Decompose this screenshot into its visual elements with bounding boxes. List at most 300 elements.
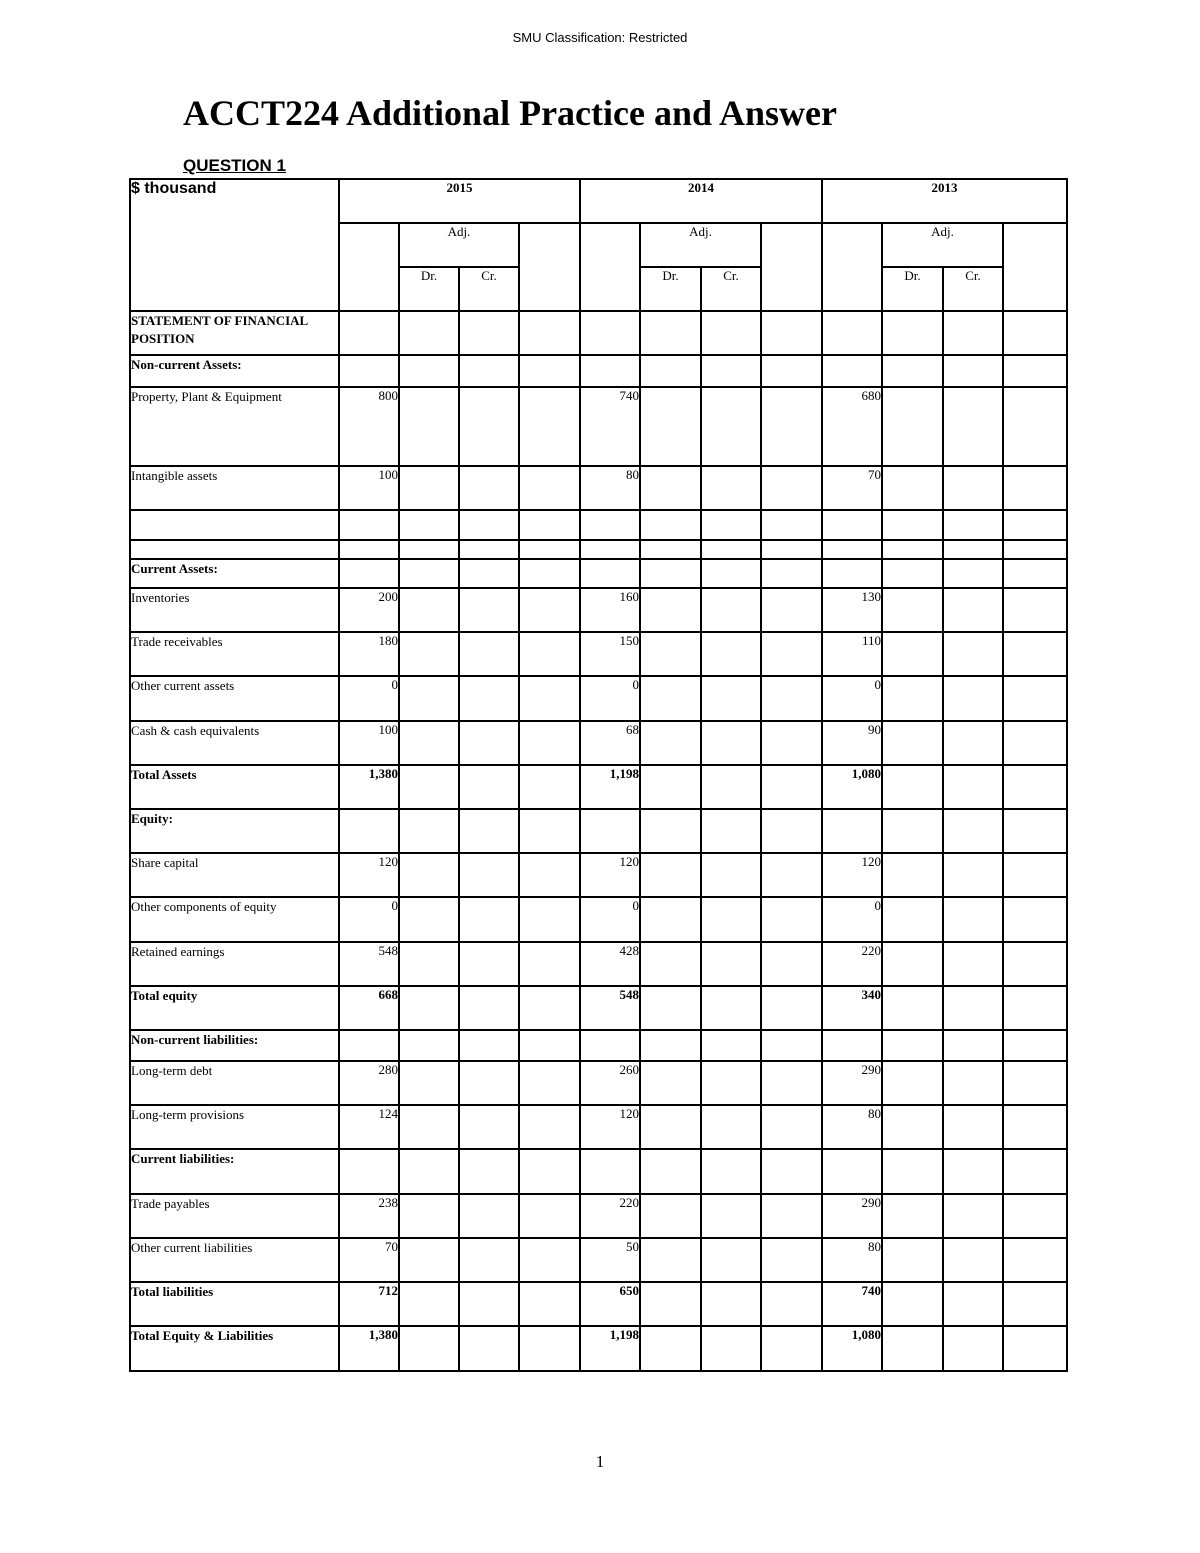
year-header: 2014	[580, 179, 822, 223]
adjusted-cell	[761, 1238, 822, 1282]
debit-cell	[882, 853, 943, 897]
credit-cell	[701, 853, 761, 897]
table-row	[130, 1030, 1067, 1061]
adjusted-cell	[519, 809, 580, 853]
debit-cell	[882, 510, 943, 540]
amount-cell: 120	[580, 853, 640, 897]
debit-cell	[882, 1194, 943, 1238]
adjusted-cell	[1003, 1149, 1067, 1194]
debit-cell	[399, 1238, 459, 1282]
amount-cell: 1,380	[339, 765, 399, 809]
table-row	[130, 721, 1067, 765]
credit-cell	[459, 1282, 519, 1326]
adjusted-cell	[761, 986, 822, 1030]
credit-cell	[459, 1326, 519, 1371]
debit-cell	[399, 1061, 459, 1105]
amount-cell: 120	[580, 1105, 640, 1149]
table-row	[130, 510, 1067, 540]
amount-cell: 428	[580, 942, 640, 986]
credit-cell	[459, 942, 519, 986]
credit-cell	[943, 1194, 1003, 1238]
amount-cell: 180	[339, 632, 399, 676]
credit-cell	[459, 1194, 519, 1238]
debit-header: Dr.	[882, 267, 943, 311]
adjusted-cell	[519, 721, 580, 765]
credit-cell	[459, 765, 519, 809]
debit-cell	[399, 1326, 459, 1371]
year-header: 2015	[339, 179, 580, 223]
amount-cell: 1,080	[822, 765, 882, 809]
adjusted-cell	[761, 1282, 822, 1326]
adjusted-cell	[519, 355, 580, 387]
amount-cell	[339, 540, 399, 559]
credit-cell	[943, 897, 1003, 942]
table-row	[130, 676, 1067, 721]
credit-cell	[459, 809, 519, 853]
debit-cell	[640, 632, 701, 676]
adjusted-cell	[761, 311, 822, 355]
credit-cell	[459, 540, 519, 559]
table-row	[130, 1061, 1067, 1105]
credit-cell	[701, 986, 761, 1030]
credit-cell	[701, 540, 761, 559]
table-row	[130, 559, 1067, 588]
credit-cell	[459, 1238, 519, 1282]
amount-cell	[822, 559, 882, 588]
row-label	[130, 540, 339, 559]
adjusted-cell	[1003, 1030, 1067, 1061]
page-number: 1	[595, 1452, 605, 1471]
table-row	[130, 540, 1067, 559]
debit-cell	[399, 809, 459, 853]
amount-cell	[822, 355, 882, 387]
credit-cell	[943, 540, 1003, 559]
amount-cell: 90	[822, 721, 882, 765]
row-label: Property, Plant & Equipment	[130, 387, 339, 466]
amount-cell: 0	[822, 676, 882, 721]
debit-cell	[640, 559, 701, 588]
adjusted-cell	[1003, 1105, 1067, 1149]
amount-cell: 740	[822, 1282, 882, 1326]
adjusted-cell	[1003, 809, 1067, 853]
adjusted-cell	[1003, 1282, 1067, 1326]
amount-cell: 712	[339, 1282, 399, 1326]
amount-cell: 160	[580, 588, 640, 632]
adjusted-cell	[761, 466, 822, 510]
credit-cell	[701, 809, 761, 853]
adjusted-cell	[1003, 1326, 1067, 1371]
adjusted-cell	[1003, 355, 1067, 387]
debit-cell	[882, 1149, 943, 1194]
adjusted-cell	[519, 540, 580, 559]
credit-cell	[943, 355, 1003, 387]
adj-header: Adj.	[882, 223, 1003, 267]
adjusted-cell	[519, 765, 580, 809]
adjusted-cell	[519, 897, 580, 942]
document-title: ACCT224 Additional Practice and Answer	[183, 93, 838, 133]
credit-cell	[943, 721, 1003, 765]
debit-cell	[882, 387, 943, 466]
row-label: Inventories	[130, 588, 339, 632]
classification-label: SMU Classification: Restricted	[512, 30, 688, 45]
amount-cell: 0	[822, 897, 882, 942]
credit-cell	[701, 1105, 761, 1149]
credit-cell	[943, 387, 1003, 466]
adjusted-cell	[519, 1238, 580, 1282]
adjusted-cell	[761, 942, 822, 986]
table-row	[130, 765, 1067, 809]
credit-cell	[459, 897, 519, 942]
debit-cell	[399, 1030, 459, 1061]
credit-cell	[701, 942, 761, 986]
credit-header: Cr.	[701, 267, 761, 311]
year-header: 2013	[822, 179, 1067, 223]
credit-cell	[701, 1282, 761, 1326]
debit-cell	[399, 559, 459, 588]
amount-cell	[580, 559, 640, 588]
table-row	[130, 942, 1067, 986]
table-row	[130, 632, 1067, 676]
debit-cell	[882, 721, 943, 765]
debit-cell	[399, 676, 459, 721]
amount-cell: 668	[339, 986, 399, 1030]
debit-cell	[882, 942, 943, 986]
adjusted-cell	[519, 986, 580, 1030]
row-label: Retained earnings	[130, 942, 339, 986]
credit-cell	[701, 559, 761, 588]
table-row	[130, 809, 1067, 853]
row-label: Share capital	[130, 853, 339, 897]
amount-cell	[339, 355, 399, 387]
row-label: Other current liabilities	[130, 1238, 339, 1282]
adjusted-cell	[761, 765, 822, 809]
amount-cell: 1,380	[339, 1326, 399, 1371]
row-label: Other current assets	[130, 676, 339, 721]
table-row	[130, 387, 1067, 466]
credit-cell	[943, 942, 1003, 986]
adjusted-cell	[761, 588, 822, 632]
credit-cell	[459, 387, 519, 466]
adj-header: Adj.	[640, 223, 761, 267]
debit-cell	[399, 942, 459, 986]
adjusted-cell	[761, 1061, 822, 1105]
amount-cell: 124	[339, 1105, 399, 1149]
amount-cell	[822, 809, 882, 853]
credit-cell	[459, 355, 519, 387]
credit-cell	[701, 510, 761, 540]
credit-cell	[459, 1105, 519, 1149]
adjusted-cell	[761, 1194, 822, 1238]
adjusted-cell	[761, 897, 822, 942]
credit-cell	[943, 588, 1003, 632]
debit-cell	[640, 540, 701, 559]
credit-cell	[943, 466, 1003, 510]
amount-cell: 120	[339, 853, 399, 897]
row-label: Total equity	[130, 986, 339, 1030]
amount-cell	[822, 311, 882, 355]
amount-cell	[580, 510, 640, 540]
adjusted-cell	[1003, 676, 1067, 721]
adjusted-cell	[519, 588, 580, 632]
amount-cell: 120	[822, 853, 882, 897]
row-label: STATEMENT OF FINANCIAL POSITION	[130, 311, 339, 355]
credit-cell	[459, 986, 519, 1030]
amount-cell	[580, 355, 640, 387]
adjusted-cell	[1003, 1194, 1067, 1238]
debit-cell	[640, 1194, 701, 1238]
amount-cell: 220	[822, 942, 882, 986]
adjusted-cell	[761, 1030, 822, 1061]
debit-cell	[640, 1061, 701, 1105]
debit-cell	[882, 632, 943, 676]
credit-cell	[701, 1326, 761, 1371]
credit-cell	[943, 986, 1003, 1030]
amount-cell: 1,198	[580, 1326, 640, 1371]
adjusted-cell	[519, 853, 580, 897]
credit-cell	[701, 1149, 761, 1194]
adjusted-cell	[1003, 1238, 1067, 1282]
adjusted-cell	[1003, 466, 1067, 510]
row-label: Current Assets:	[130, 559, 339, 588]
adjusted-cell	[1003, 942, 1067, 986]
credit-header: Cr.	[943, 267, 1003, 311]
amount-cell: 0	[339, 676, 399, 721]
debit-cell	[640, 466, 701, 510]
amount-cell: 1,080	[822, 1326, 882, 1371]
debit-cell	[882, 540, 943, 559]
debit-cell	[882, 1282, 943, 1326]
amount-cell: 340	[822, 986, 882, 1030]
debit-cell	[640, 311, 701, 355]
unit-label: $ thousand	[130, 179, 339, 311]
table-row	[130, 986, 1067, 1030]
adjusted-cell	[519, 311, 580, 355]
credit-cell	[943, 1149, 1003, 1194]
debit-cell	[640, 1105, 701, 1149]
debit-cell	[640, 355, 701, 387]
amount-cell	[580, 540, 640, 559]
adjusted-header-cell	[1003, 223, 1067, 311]
credit-cell	[459, 853, 519, 897]
adjusted-cell	[519, 1061, 580, 1105]
adjusted-cell	[761, 1105, 822, 1149]
adjusted-cell	[519, 1282, 580, 1326]
row-label: Non-current Assets:	[130, 355, 339, 387]
adjusted-cell	[519, 632, 580, 676]
row-label: Non-current liabilities:	[130, 1030, 339, 1061]
amount-header-cell	[580, 223, 640, 311]
credit-cell	[459, 1061, 519, 1105]
debit-cell	[882, 897, 943, 942]
adjusted-cell	[519, 1105, 580, 1149]
adjusted-cell	[1003, 632, 1067, 676]
adjusted-cell	[519, 510, 580, 540]
adj-header: Adj.	[399, 223, 519, 267]
credit-cell	[459, 510, 519, 540]
debit-cell	[640, 1282, 701, 1326]
credit-cell	[701, 311, 761, 355]
adjusted-cell	[761, 1326, 822, 1371]
debit-cell	[640, 897, 701, 942]
debit-cell	[882, 676, 943, 721]
amount-cell: 290	[822, 1194, 882, 1238]
debit-cell	[399, 897, 459, 942]
row-label: Total liabilities	[130, 1282, 339, 1326]
debit-cell	[882, 1326, 943, 1371]
debit-cell	[882, 765, 943, 809]
credit-cell	[459, 466, 519, 510]
amount-cell: 260	[580, 1061, 640, 1105]
debit-cell	[640, 1326, 701, 1371]
adjusted-cell	[761, 559, 822, 588]
debit-cell	[640, 588, 701, 632]
credit-cell	[701, 676, 761, 721]
credit-cell	[943, 311, 1003, 355]
debit-cell	[399, 1282, 459, 1326]
debit-cell	[640, 942, 701, 986]
adjusted-cell	[519, 387, 580, 466]
row-label: Other components of equity	[130, 897, 339, 942]
row-label: Total Assets	[130, 765, 339, 809]
adjusted-cell	[519, 1030, 580, 1061]
amount-cell: 220	[580, 1194, 640, 1238]
row-label: Long-term debt	[130, 1061, 339, 1105]
credit-cell	[943, 1105, 1003, 1149]
amount-cell: 100	[339, 466, 399, 510]
amount-cell: 548	[580, 986, 640, 1030]
credit-cell	[943, 632, 1003, 676]
debit-cell	[640, 1149, 701, 1194]
debit-cell	[399, 311, 459, 355]
amount-cell: 130	[822, 588, 882, 632]
debit-cell	[882, 559, 943, 588]
debit-cell	[882, 466, 943, 510]
adjusted-cell	[519, 559, 580, 588]
question-heading: QUESTION 1	[183, 156, 286, 175]
row-label: Cash & cash equivalents	[130, 721, 339, 765]
amount-cell: 80	[580, 466, 640, 510]
amount-cell: 680	[822, 387, 882, 466]
row-label: Intangible assets	[130, 466, 339, 510]
amount-cell: 280	[339, 1061, 399, 1105]
row-label: Trade receivables	[130, 632, 339, 676]
credit-cell	[459, 676, 519, 721]
adjusted-cell	[1003, 765, 1067, 809]
adjusted-cell	[519, 1149, 580, 1194]
amount-cell: 800	[339, 387, 399, 466]
table-row	[130, 1149, 1067, 1194]
credit-cell	[459, 1149, 519, 1194]
debit-header: Dr.	[640, 267, 701, 311]
adjusted-header-cell	[761, 223, 822, 311]
credit-cell	[459, 559, 519, 588]
amount-cell: 1,198	[580, 765, 640, 809]
debit-cell	[399, 721, 459, 765]
adjusted-cell	[761, 355, 822, 387]
amount-cell	[339, 809, 399, 853]
row-label: Equity:	[130, 809, 339, 853]
adjusted-cell	[1003, 721, 1067, 765]
adjusted-cell	[519, 1326, 580, 1371]
amount-cell	[822, 1030, 882, 1061]
debit-cell	[640, 809, 701, 853]
amount-cell: 0	[580, 897, 640, 942]
adjusted-cell	[1003, 853, 1067, 897]
amount-header-cell	[822, 223, 882, 311]
credit-cell	[943, 853, 1003, 897]
adjusted-cell	[761, 809, 822, 853]
amount-cell	[339, 311, 399, 355]
amount-cell: 80	[822, 1238, 882, 1282]
adjusted-cell	[761, 721, 822, 765]
adjusted-cell	[519, 466, 580, 510]
amount-cell	[339, 1149, 399, 1194]
amount-cell	[580, 1149, 640, 1194]
credit-header: Cr.	[459, 267, 519, 311]
adjusted-cell	[519, 942, 580, 986]
amount-cell: 100	[339, 721, 399, 765]
amount-cell: 80	[822, 1105, 882, 1149]
credit-cell	[943, 765, 1003, 809]
debit-cell	[399, 986, 459, 1030]
debit-cell	[882, 1238, 943, 1282]
amount-cell: 238	[339, 1194, 399, 1238]
row-label: Current liabilities:	[130, 1149, 339, 1194]
credit-cell	[459, 721, 519, 765]
table-row	[130, 1238, 1067, 1282]
adjusted-cell	[1003, 510, 1067, 540]
amount-cell: 650	[580, 1282, 640, 1326]
credit-cell	[701, 588, 761, 632]
debit-cell	[882, 355, 943, 387]
credit-cell	[459, 311, 519, 355]
table-row	[130, 355, 1067, 387]
amount-cell: 0	[580, 676, 640, 721]
credit-cell	[701, 355, 761, 387]
credit-cell	[943, 1326, 1003, 1371]
row-label	[130, 510, 339, 540]
adjusted-cell	[1003, 559, 1067, 588]
adjusted-cell	[761, 1149, 822, 1194]
amount-cell: 290	[822, 1061, 882, 1105]
debit-cell	[882, 588, 943, 632]
debit-cell	[640, 986, 701, 1030]
credit-cell	[459, 632, 519, 676]
adjusted-cell	[1003, 1061, 1067, 1105]
amount-cell	[580, 809, 640, 853]
debit-cell	[399, 1149, 459, 1194]
row-label: Long-term provisions	[130, 1105, 339, 1149]
credit-cell	[459, 1030, 519, 1061]
table-row	[130, 311, 1067, 355]
table-row	[130, 897, 1067, 942]
amount-cell	[339, 1030, 399, 1061]
debit-cell	[399, 540, 459, 559]
amount-cell	[822, 1149, 882, 1194]
credit-cell	[943, 809, 1003, 853]
adjusted-cell	[1003, 897, 1067, 942]
financial-position-table	[129, 178, 1068, 1372]
adjusted-cell	[519, 1194, 580, 1238]
credit-cell	[943, 1238, 1003, 1282]
debit-cell	[399, 765, 459, 809]
table-row	[130, 853, 1067, 897]
credit-cell	[943, 676, 1003, 721]
debit-cell	[640, 1030, 701, 1061]
debit-cell	[640, 721, 701, 765]
adjusted-cell	[1003, 986, 1067, 1030]
debit-cell	[882, 986, 943, 1030]
